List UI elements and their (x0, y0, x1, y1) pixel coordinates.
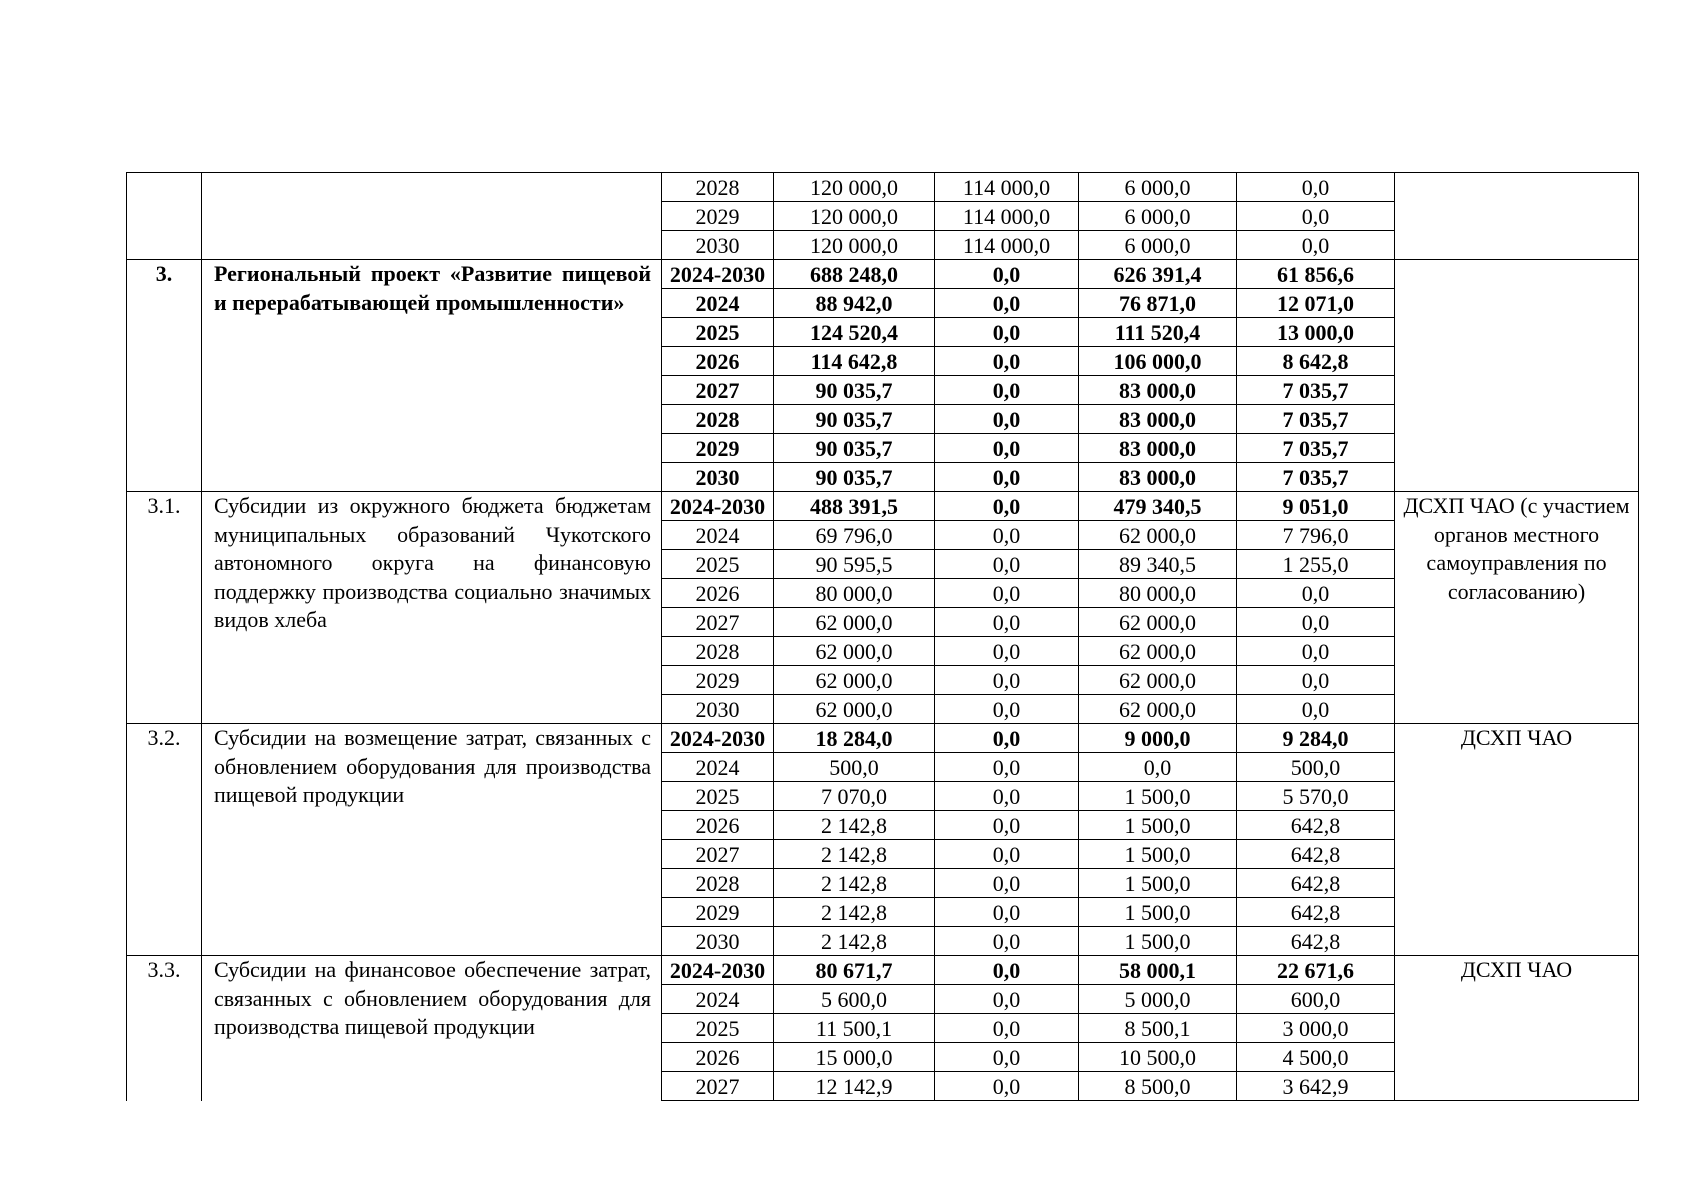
other-sources-cell: 0,0 (1237, 666, 1395, 695)
executor-cell (1395, 260, 1639, 492)
regional-budget-cell: 83 000,0 (1079, 405, 1237, 434)
federal-budget-cell: 0,0 (935, 1014, 1079, 1043)
year-cell: 2030 (662, 231, 774, 260)
regional-budget-cell: 1 500,0 (1079, 898, 1237, 927)
federal-budget-cell: 0,0 (935, 289, 1079, 318)
year-cell: 2029 (662, 666, 774, 695)
other-sources-cell: 642,8 (1237, 927, 1395, 956)
regional-budget-cell: 8 500,0 (1079, 1072, 1237, 1101)
executor-cell: ДСХП ЧАО (с участием органов местного самоуправления по согласованию) (1395, 492, 1639, 724)
table-row (127, 492, 1639, 521)
other-sources-cell: 0,0 (1237, 231, 1395, 260)
total-cell: 90 595,5 (774, 550, 935, 579)
total-cell: 12 142,9 (774, 1072, 935, 1101)
total-cell: 62 000,0 (774, 608, 935, 637)
total-cell: 62 000,0 (774, 695, 935, 724)
item-number: 3.1. (127, 492, 202, 724)
total-cell: 88 942,0 (774, 289, 935, 318)
federal-budget-cell: 0,0 (935, 724, 1079, 753)
regional-budget-cell: 10 500,0 (1079, 1043, 1237, 1072)
federal-budget-cell: 0,0 (935, 956, 1079, 985)
year-cell: 2030 (662, 695, 774, 724)
other-sources-cell: 13 000,0 (1237, 318, 1395, 347)
year-cell: 2024 (662, 289, 774, 318)
year-cell: 2025 (662, 1014, 774, 1043)
federal-budget-cell: 0,0 (935, 463, 1079, 492)
item-number (127, 173, 202, 260)
regional-budget-cell: 8 500,1 (1079, 1014, 1237, 1043)
other-sources-cell: 0,0 (1237, 579, 1395, 608)
regional-budget-cell: 62 000,0 (1079, 521, 1237, 550)
year-cell: 2029 (662, 898, 774, 927)
regional-budget-cell: 83 000,0 (1079, 434, 1237, 463)
federal-budget-cell: 0,0 (935, 550, 1079, 579)
regional-budget-cell: 62 000,0 (1079, 695, 1237, 724)
federal-budget-cell: 0,0 (935, 260, 1079, 289)
other-sources-cell: 3 642,9 (1237, 1072, 1395, 1101)
total-cell: 80 671,7 (774, 956, 935, 985)
total-cell: 124 520,4 (774, 318, 935, 347)
item-title: Субсидии на возмещение затрат, связанных с обновлением оборудования для производства пищевой продукции (202, 724, 662, 956)
year-cell: 2027 (662, 1072, 774, 1101)
other-sources-cell: 600,0 (1237, 985, 1395, 1014)
regional-budget-cell: 62 000,0 (1079, 637, 1237, 666)
federal-budget-cell: 0,0 (935, 318, 1079, 347)
total-cell: 90 035,7 (774, 405, 935, 434)
year-cell: 2024-2030 (662, 260, 774, 289)
total-cell: 2 142,8 (774, 840, 935, 869)
federal-budget-cell: 0,0 (935, 1043, 1079, 1072)
total-cell: 2 142,8 (774, 927, 935, 956)
federal-budget-cell: 0,0 (935, 521, 1079, 550)
item-number: 3.3. (127, 956, 202, 1101)
federal-budget-cell: 0,0 (935, 347, 1079, 376)
year-cell: 2030 (662, 463, 774, 492)
federal-budget-cell: 0,0 (935, 666, 1079, 695)
year-cell: 2025 (662, 318, 774, 347)
regional-budget-cell: 1 500,0 (1079, 840, 1237, 869)
regional-budget-cell: 62 000,0 (1079, 666, 1237, 695)
federal-budget-cell: 0,0 (935, 1072, 1079, 1101)
year-cell: 2025 (662, 782, 774, 811)
other-sources-cell: 9 284,0 (1237, 724, 1395, 753)
year-cell: 2025 (662, 550, 774, 579)
year-cell: 2029 (662, 434, 774, 463)
other-sources-cell: 3 000,0 (1237, 1014, 1395, 1043)
year-cell: 2024 (662, 521, 774, 550)
total-cell: 688 248,0 (774, 260, 935, 289)
other-sources-cell: 1 255,0 (1237, 550, 1395, 579)
regional-budget-cell: 6 000,0 (1079, 173, 1237, 202)
other-sources-cell: 22 671,6 (1237, 956, 1395, 985)
total-cell: 80 000,0 (774, 579, 935, 608)
regional-budget-cell: 62 000,0 (1079, 608, 1237, 637)
executor-cell (1395, 173, 1639, 260)
year-cell: 2024 (662, 985, 774, 1014)
item-number: 3. (127, 260, 202, 492)
other-sources-cell: 12 071,0 (1237, 289, 1395, 318)
year-cell: 2026 (662, 1043, 774, 1072)
other-sources-cell: 7 035,7 (1237, 434, 1395, 463)
other-sources-cell: 7 035,7 (1237, 376, 1395, 405)
other-sources-cell: 7 035,7 (1237, 405, 1395, 434)
federal-budget-cell: 0,0 (935, 376, 1079, 405)
executor-cell: ДСХП ЧАО (1395, 724, 1639, 956)
table-row (127, 173, 1639, 202)
year-cell: 2026 (662, 811, 774, 840)
item-number: 3.2. (127, 724, 202, 956)
year-cell: 2028 (662, 637, 774, 666)
regional-budget-cell: 80 000,0 (1079, 579, 1237, 608)
total-cell: 90 035,7 (774, 376, 935, 405)
regional-budget-cell: 0,0 (1079, 753, 1237, 782)
year-cell: 2030 (662, 927, 774, 956)
year-cell: 2026 (662, 347, 774, 376)
regional-budget-cell: 83 000,0 (1079, 463, 1237, 492)
regional-budget-cell: 111 520,4 (1079, 318, 1237, 347)
total-cell: 11 500,1 (774, 1014, 935, 1043)
other-sources-cell: 0,0 (1237, 173, 1395, 202)
item-title: Региональный проект «Развитие пищевой и перерабатывающей промышленности» (202, 260, 662, 492)
year-cell: 2024-2030 (662, 956, 774, 985)
total-cell: 2 142,8 (774, 811, 935, 840)
federal-budget-cell: 0,0 (935, 869, 1079, 898)
year-cell: 2028 (662, 405, 774, 434)
total-cell: 62 000,0 (774, 666, 935, 695)
table-body (127, 173, 1639, 1101)
regional-budget-cell: 6 000,0 (1079, 231, 1237, 260)
year-cell: 2024-2030 (662, 492, 774, 521)
other-sources-cell: 642,8 (1237, 898, 1395, 927)
federal-budget-cell: 0,0 (935, 695, 1079, 724)
federal-budget-cell: 0,0 (935, 985, 1079, 1014)
federal-budget-cell: 0,0 (935, 753, 1079, 782)
federal-budget-cell: 0,0 (935, 492, 1079, 521)
regional-budget-cell: 1 500,0 (1079, 811, 1237, 840)
year-cell: 2024 (662, 753, 774, 782)
total-cell: 90 035,7 (774, 434, 935, 463)
total-cell: 5 600,0 (774, 985, 935, 1014)
table-row (127, 724, 1639, 753)
regional-budget-cell: 6 000,0 (1079, 202, 1237, 231)
total-cell: 2 142,8 (774, 898, 935, 927)
year-cell: 2028 (662, 869, 774, 898)
regional-budget-cell: 5 000,0 (1079, 985, 1237, 1014)
item-title: Субсидии из окружного бюджета бюджетам муниципальных образований Чукотского автономного округа на финансовую поддержку производства социально значимых видов хлеба (202, 492, 662, 724)
regional-budget-cell: 1 500,0 (1079, 782, 1237, 811)
total-cell: 488 391,5 (774, 492, 935, 521)
other-sources-cell: 61 856,6 (1237, 260, 1395, 289)
regional-budget-cell: 9 000,0 (1079, 724, 1237, 753)
federal-budget-cell: 0,0 (935, 782, 1079, 811)
year-cell: 2027 (662, 376, 774, 405)
other-sources-cell: 7 035,7 (1237, 463, 1395, 492)
federal-budget-cell: 0,0 (935, 579, 1079, 608)
budget-table (126, 172, 1639, 1101)
federal-budget-cell: 0,0 (935, 608, 1079, 637)
federal-budget-cell: 0,0 (935, 405, 1079, 434)
other-sources-cell: 0,0 (1237, 608, 1395, 637)
table-row (127, 956, 1639, 985)
other-sources-cell: 642,8 (1237, 811, 1395, 840)
federal-budget-cell: 0,0 (935, 898, 1079, 927)
total-cell: 500,0 (774, 753, 935, 782)
other-sources-cell: 642,8 (1237, 840, 1395, 869)
other-sources-cell: 4 500,0 (1237, 1043, 1395, 1072)
year-cell: 2029 (662, 202, 774, 231)
table-row (127, 260, 1639, 289)
other-sources-cell: 9 051,0 (1237, 492, 1395, 521)
year-cell: 2024-2030 (662, 724, 774, 753)
year-cell: 2027 (662, 608, 774, 637)
year-cell: 2028 (662, 173, 774, 202)
total-cell: 2 142,8 (774, 869, 935, 898)
other-sources-cell: 5 570,0 (1237, 782, 1395, 811)
total-cell: 120 000,0 (774, 231, 935, 260)
item-title: Субсидии на финансовое обеспечение затрат, связанных с обновлением оборудования для производства пищевой продукции (202, 956, 662, 1101)
total-cell: 120 000,0 (774, 202, 935, 231)
total-cell: 69 796,0 (774, 521, 935, 550)
federal-budget-cell: 114 000,0 (935, 231, 1079, 260)
total-cell: 114 642,8 (774, 347, 935, 376)
regional-budget-cell: 1 500,0 (1079, 869, 1237, 898)
regional-budget-cell: 479 340,5 (1079, 492, 1237, 521)
federal-budget-cell: 0,0 (935, 811, 1079, 840)
regional-budget-cell: 83 000,0 (1079, 376, 1237, 405)
other-sources-cell: 0,0 (1237, 637, 1395, 666)
other-sources-cell: 8 642,8 (1237, 347, 1395, 376)
federal-budget-cell: 114 000,0 (935, 173, 1079, 202)
item-title (202, 173, 662, 260)
other-sources-cell: 0,0 (1237, 202, 1395, 231)
total-cell: 62 000,0 (774, 637, 935, 666)
executor-cell: ДСХП ЧАО (1395, 956, 1639, 1101)
federal-budget-cell: 0,0 (935, 840, 1079, 869)
year-cell: 2027 (662, 840, 774, 869)
federal-budget-cell: 0,0 (935, 637, 1079, 666)
year-cell: 2026 (662, 579, 774, 608)
other-sources-cell: 7 796,0 (1237, 521, 1395, 550)
total-cell: 18 284,0 (774, 724, 935, 753)
total-cell: 90 035,7 (774, 463, 935, 492)
federal-budget-cell: 114 000,0 (935, 202, 1079, 231)
regional-budget-cell: 58 000,1 (1079, 956, 1237, 985)
other-sources-cell: 500,0 (1237, 753, 1395, 782)
total-cell: 7 070,0 (774, 782, 935, 811)
regional-budget-cell: 626 391,4 (1079, 260, 1237, 289)
total-cell: 15 000,0 (774, 1043, 935, 1072)
federal-budget-cell: 0,0 (935, 927, 1079, 956)
regional-budget-cell: 89 340,5 (1079, 550, 1237, 579)
federal-budget-cell: 0,0 (935, 434, 1079, 463)
total-cell: 120 000,0 (774, 173, 935, 202)
other-sources-cell: 642,8 (1237, 869, 1395, 898)
other-sources-cell: 0,0 (1237, 695, 1395, 724)
regional-budget-cell: 76 871,0 (1079, 289, 1237, 318)
regional-budget-cell: 106 000,0 (1079, 347, 1237, 376)
regional-budget-cell: 1 500,0 (1079, 927, 1237, 956)
